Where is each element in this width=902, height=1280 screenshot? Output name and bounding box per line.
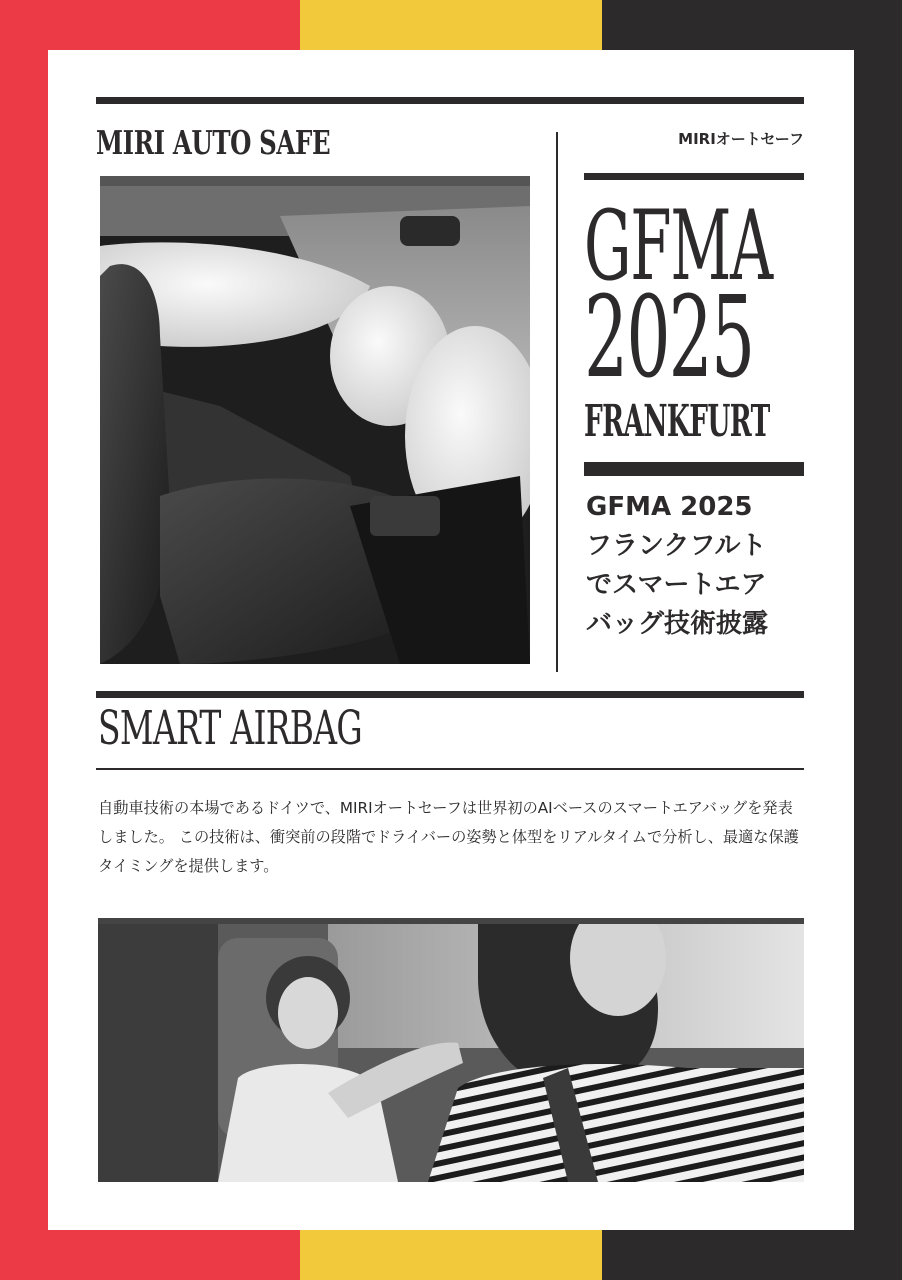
headline	[586, 488, 806, 644]
event-city: FRANKFURT	[584, 396, 770, 447]
brand-name-jp: MIRIオートセーフ	[678, 130, 804, 148]
headline-line: バッグ技術披露	[586, 609, 769, 639]
event-year: 2025	[584, 273, 754, 403]
brand-name: MIRI AUTO SAFE	[96, 123, 331, 162]
airbag-interior-photo	[100, 176, 530, 664]
headline-line: GFMA 2025	[586, 492, 753, 522]
event-rule-bottom	[584, 462, 804, 476]
vertical-divider	[556, 132, 558, 672]
family-car-photo	[98, 918, 804, 1182]
body-paragraph: 自動車技術の本場であるドイツで、MIRIオートセーフは世界初のAIベースのスマートエアバッグを発表しました。 この技術は、衝突前の段階でドライバーの姿勢と体型をリアルタイムで分析し、最適な保護タイミングを提供します。	[98, 799, 799, 875]
headline-line: でスマートエア	[586, 570, 767, 600]
section-rule	[96, 691, 804, 698]
section-title: SMART AIRBAG	[98, 701, 362, 756]
event-name: GFMA	[584, 190, 772, 302]
poster-card	[48, 50, 854, 1230]
headline-line: フランクフルト	[586, 531, 767, 561]
top-rule	[96, 97, 804, 104]
section-underline	[96, 768, 804, 770]
event-rule-top	[584, 173, 804, 180]
